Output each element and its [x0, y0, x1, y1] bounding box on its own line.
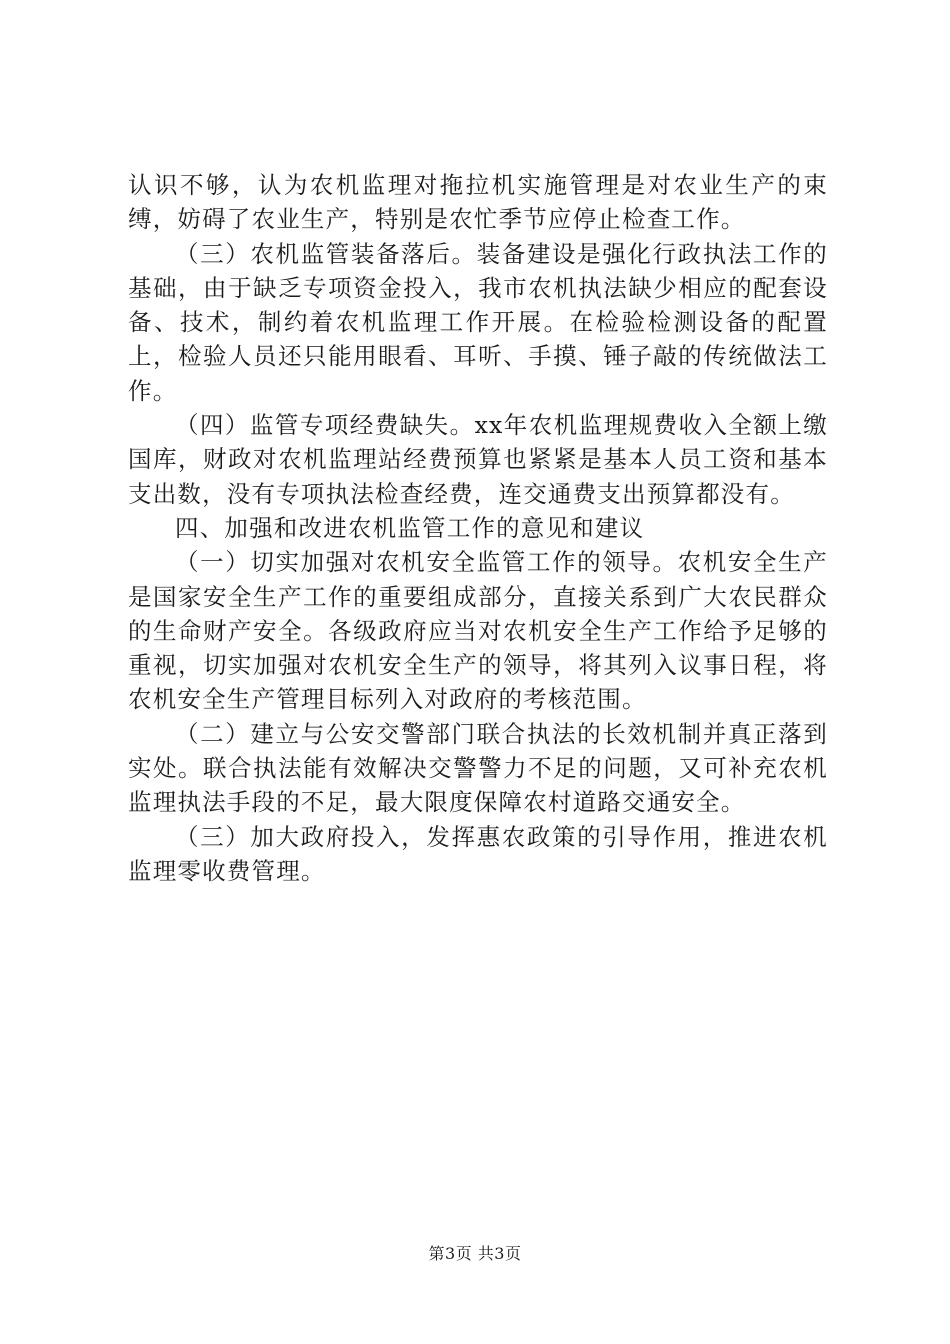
paragraph-continuation: 认识不够，认为农机监理对拖拉机实施管理是对农业生产的束缚，妨碍了农业生产，特别是农忙季节应停止检查工作。 — [128, 171, 828, 234]
section-heading-suggestions: 四、加强和改进农机监管工作的意见和建议 — [175, 513, 645, 542]
paragraph-equipment-outdated: （三）农机监管装备落后。装备建设是强化行政执法工作的基础，由于缺乏专项资金投入，我市农机执法缺少相应的配套设备、技术，制约着农机监理工作开展。在检验检测设备的配置上，检验人员还只能用眼看、耳听、手摸、锤子敲的传统做法工作。 — [128, 239, 828, 405]
document-body — [128, 168, 828, 888]
page-number-footer: 第3页 共3页 — [428, 1244, 522, 1263]
paragraph-government-investment: （三）加大政府投入，发挥惠农政策的引导作用，推进农机监理零收费管理。 — [128, 822, 828, 885]
paragraph-leadership: （一）切实加强对农机安全监管工作的领导。农机安全生产是国家安全生产工作的重要组成部分，直接关系到广大农民群众的生命财产安全。各级政府应当对农机安全生产工作给予足够的重视，切实加强对农机安全生产的领导，将其列入议事日程，将农机安全生产管理目标列入对政府的考核范围。 — [128, 548, 828, 714]
paragraph-funding-missing: （四）监管专项经费缺失。xx年农机监理规费收入全额上缴国库，财政对农机监理站经费预算也紧紧是基本人员工资和基本支出数，没有专项执法检查经费，连交通费支出预算都没有。 — [128, 411, 828, 508]
paragraph-joint-enforcement: （二）建立与公安交警部门联合执法的长效机制并真正落到实处。联合执法能有效解决交警警力不足的问题，又可补充农机监理执法手段的不足，最大限度保障农村道路交通安全。 — [128, 719, 828, 817]
